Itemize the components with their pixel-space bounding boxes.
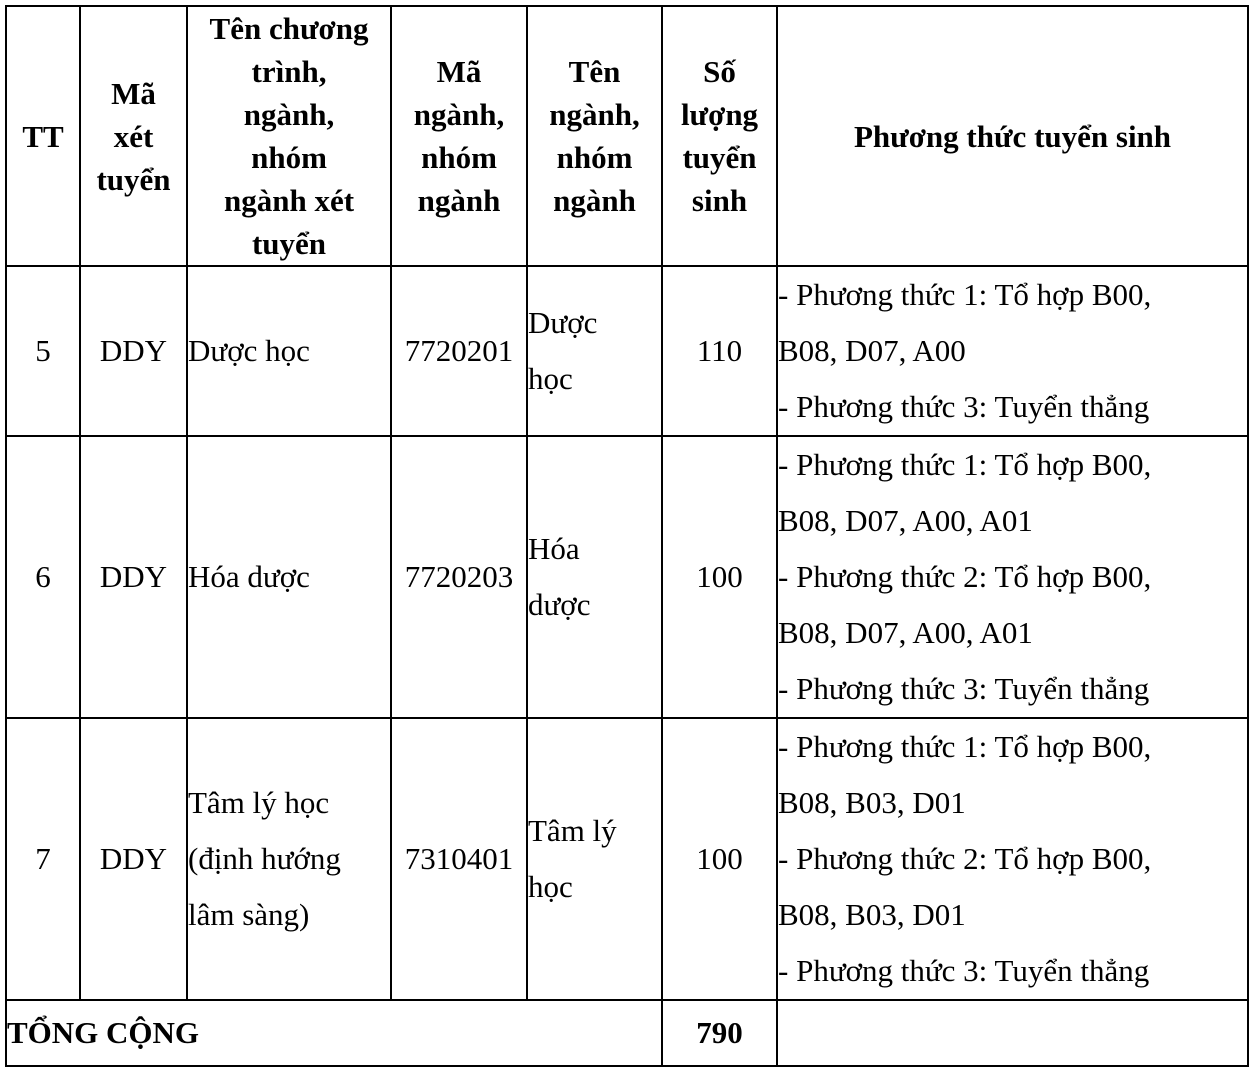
total-value: 790 xyxy=(662,1000,777,1066)
header-phuong-thuc: Phương thức tuyển sinh xyxy=(777,6,1248,266)
cell-ten-nganh: Dược học xyxy=(527,266,662,436)
header-ten-nganh: Tên ngành, nhóm ngành xyxy=(527,6,662,266)
cell-ma-xet-tuyen: DDY xyxy=(80,436,187,718)
header-ma-xet-tuyen: Mã xét tuyển xyxy=(80,6,187,266)
cell-ten-nganh: Hóa dược xyxy=(527,436,662,718)
total-empty-cell xyxy=(777,1000,1248,1066)
cell-phuong-thuc: - Phương thức 1: Tổ hợp B00, B08, B03, D01 - Phương thức 2: Tổ hợp B00, B08, B03, D01 - Phương thức 3: Tuyển thẳng xyxy=(777,718,1248,1000)
cell-ten-nganh: Tâm lý học xyxy=(527,718,662,1000)
cell-tt: 5 xyxy=(6,266,80,436)
table-row xyxy=(6,436,1248,718)
cell-tt: 6 xyxy=(6,436,80,718)
cell-ma-xet-tuyen: DDY xyxy=(80,718,187,1000)
table-row xyxy=(6,266,1248,436)
header-so-luong: Số lượng tuyển sinh xyxy=(662,6,777,266)
cell-phuong-thuc: - Phương thức 1: Tổ hợp B00, B08, D07, A00, A01 - Phương thức 2: Tổ hợp B00, B08, D07, A00, A01 - Phương thức 3: Tuyển thẳng xyxy=(777,436,1248,718)
cell-ma-nganh: 7310401 xyxy=(391,718,527,1000)
cell-so-luong: 100 xyxy=(662,436,777,718)
header-ma-nganh: Mã ngành, nhóm ngành xyxy=(391,6,527,266)
total-label: TỔNG CỘNG xyxy=(6,1000,662,1066)
cell-ten-chuong-trinh: Tâm lý học (định hướng lâm sàng) xyxy=(187,718,391,1000)
cell-phuong-thuc: - Phương thức 1: Tổ hợp B00, B08, D07, A00 - Phương thức 3: Tuyển thẳng xyxy=(777,266,1248,436)
cell-ma-nganh: 7720203 xyxy=(391,436,527,718)
cell-so-luong: 100 xyxy=(662,718,777,1000)
cell-tt: 7 xyxy=(6,718,80,1000)
header-ten-chuong-trinh: Tên chương trình, ngành, nhóm ngành xét tuyển xyxy=(187,6,391,266)
cell-so-luong: 110 xyxy=(662,266,777,436)
cell-ten-chuong-trinh: Hóa dược xyxy=(187,436,391,718)
cell-ten-chuong-trinh: Dược học xyxy=(187,266,391,436)
table-header-row xyxy=(6,6,1248,266)
cell-ma-xet-tuyen: DDY xyxy=(80,266,187,436)
table-row xyxy=(6,718,1248,1000)
admissions-table xyxy=(5,5,1249,1067)
cell-ma-nganh: 7720201 xyxy=(391,266,527,436)
header-tt: TT xyxy=(6,6,80,266)
total-row xyxy=(6,1000,1248,1066)
